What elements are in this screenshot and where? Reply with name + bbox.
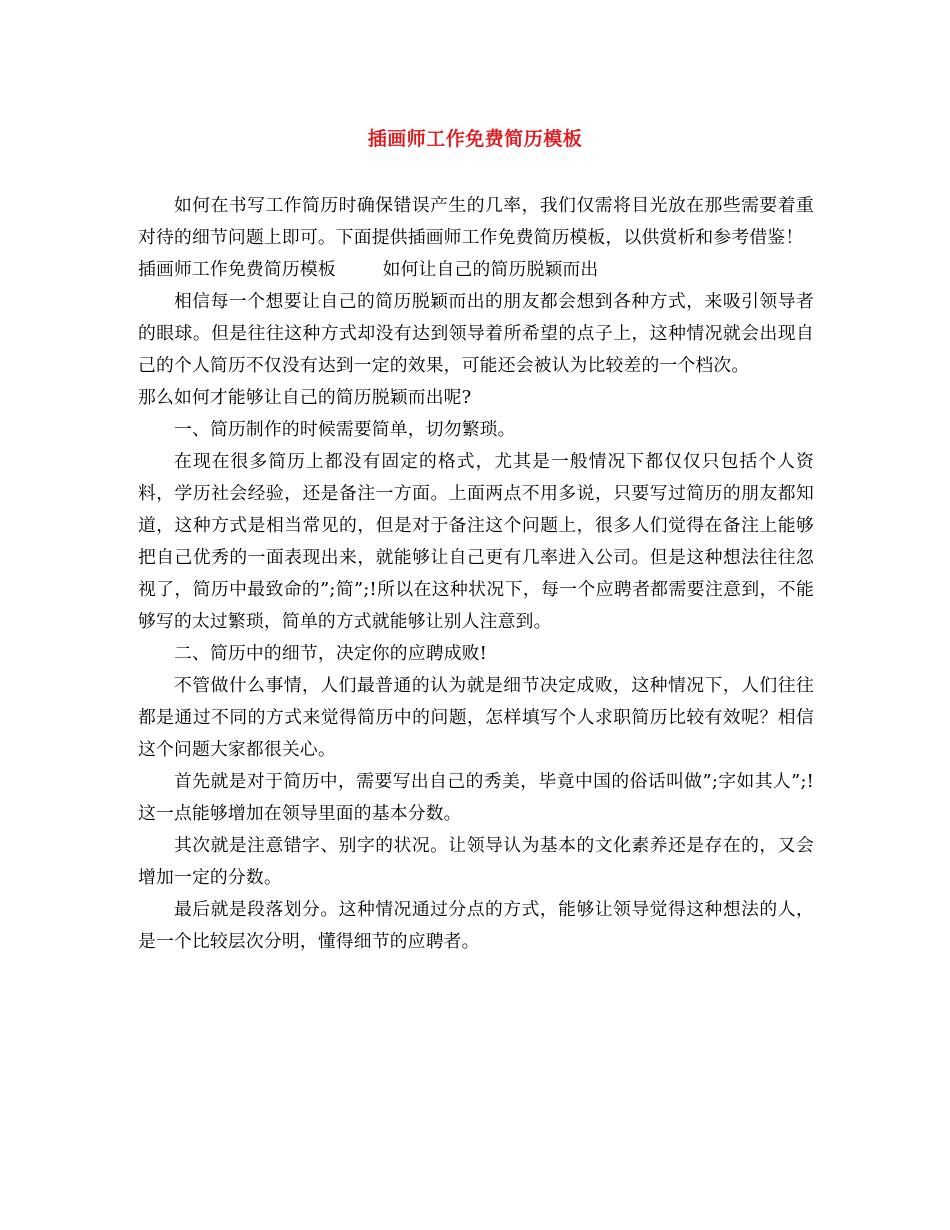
paragraph-question: 那么如何才能够让自己的简历脱颖而出呢? — [138, 387, 472, 408]
paragraph-subheading: 插画师工作免费简历模板 如何让自己的简历脱颖而出 — [138, 259, 599, 280]
paragraph-body: 在现在很多简历上都没有固定的格式，尤其是一般情况下都仅仅只包括个人资料，学历社会经验，还是备注一方面。上面两点不用多说，只要写过简历的朋友都知道，这种方式是相当常见的，但是对于备注这个问题上，很多人们觉得在备注上能够把自己优秀的一面表现出来，就能够让自己更有几率进入公司。但是这种想法往往忽视了，简历中最致命的”;简”;!所以在这种状况下，每一个应聘者都需要注意到，不能够写的太过繁琐，简单的方式就能够让别人注意到。 — [138, 451, 814, 632]
section-heading-one: 一、简历制作的时候需要简单，切勿繁琐。 — [174, 419, 516, 440]
paragraph-body: 最后就是段落划分。这种情况通过分点的方式，能够让领导觉得这种想法的人，是一个比较层次分明，懂得细节的应聘者。 — [138, 899, 814, 952]
paragraph-body: 首先就是对于简历中，需要写出自己的秀美，毕竟中国的俗话叫做”;字如其人”;!这一点能够增加在领导里面的基本分数。 — [138, 771, 814, 824]
paragraph-body: 其次就是注意错字、别字的状况。让领导认为基本的文化素养还是存在的，又会增加一定的分数。 — [138, 835, 814, 888]
section-heading-two: 二、简历中的细节，决定你的应聘成败! — [174, 643, 488, 664]
paragraph-body: 相信每一个想要让自己的简历脱颖而出的朋友都会想到各种方式，来吸引领导者的眼球。但是往往这种方式却没有达到领导着所希望的点子上，这种情况就会出现自己的个人简历不仅没有达到一定的效果，可能还会被认为比较差的一个档次。 — [138, 291, 814, 376]
paragraph-body: 不管做什么事情，人们最普通的认为就是细节决定成败，这种情况下，人们往往都是通过不同的方式来觉得简历中的问题，怎样填写个人求职简历比较有效呢？相信这个问题大家都很关心。 — [138, 675, 814, 760]
document-body — [138, 190, 814, 958]
document-title: 插画师工作免费简历模板 — [367, 128, 583, 150]
paragraph-intro: 如何在书写工作简历时确保错误产生的几率，我们仅需将目光放在那些需要着重对待的细节问题上即可。下面提供插画师工作免费简历模板，以供赏析和参考借鉴！ — [138, 195, 814, 248]
